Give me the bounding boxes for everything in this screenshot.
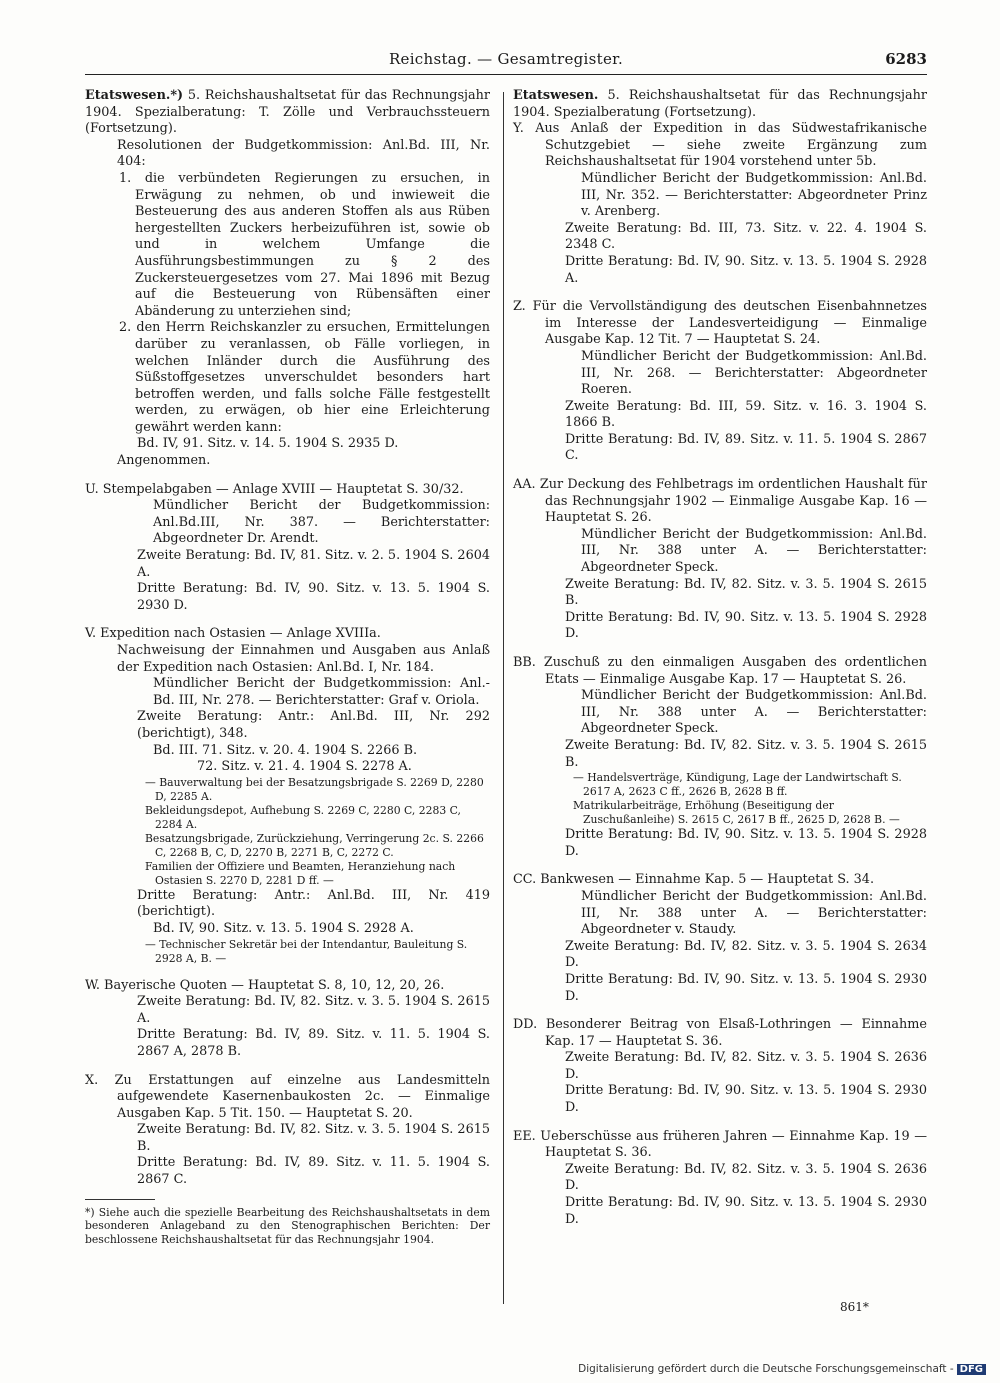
right-column	[513, 88, 927, 1228]
entry-cc	[513, 872, 927, 1005]
section-intro	[513, 88, 927, 121]
signature-mark: 861*	[840, 1300, 869, 1314]
entry-x	[85, 1073, 490, 1189]
entry-report: Mündlicher Bericht der Budgetkommission: Anl.Bd. III, Nr. 388 unter A. — Berichterstatter: Abgeordneter Speck.	[581, 526, 927, 576]
digitization-credit	[578, 1363, 986, 1375]
entry-subject-note: Familien der Offiziere und Beamten, Heranziehung nach Ostasien S. 2270 D, 2281 D ff. —	[145, 859, 456, 887]
entry-report: Mündlicher Bericht der Budgetkommission: Anl.-Bd. III, Nr. 278. — Berichterstatter: Graf v. Oriola.	[153, 676, 490, 708]
entry-third-reading: Dritte Beratung: Antr.: Anl.Bd. III, Nr. 419 (berichtigt).	[137, 887, 490, 920]
entry-subject-note: — Handelsverträge, Kündigung, Lage der Landwirtschaft S. 2617 A, 2623 C ff., 2626 B, 2628 B ff.	[573, 771, 902, 799]
entry-third-reading: Dritte Beratung: Bd. IV, 90. Sitz. v. 13. 5. 1904 S. 2928 D.	[565, 609, 927, 642]
section-intro-text: 5. Reichshaushaltsetat für das Rechnungsjahr 1904. Spezialberatung: T. Zölle und Verbrauchssteuern (Fortsetzung).	[85, 88, 490, 137]
section-intro	[85, 88, 490, 138]
section-label: Etatswesen.*)	[85, 88, 184, 103]
entry-z	[513, 299, 927, 465]
entry-report: Mündlicher Bericht der Budgetkommission: Anl.Bd. III, Nr. 388 unter A. — Berichterstatter: Abgeordneter Speck.	[581, 688, 927, 737]
entry-subject-note: Matrikularbeiträge, Erhöhung (Beseitigung der Zuschußanleihe) S. 2615 C, 2617 B ff., 2625 D, 2628 B. —	[573, 799, 900, 827]
entry-y	[513, 121, 927, 287]
entry-report: Mündlicher Bericht der Budgetkommission: Anl.Bd. III, Nr. 268. — Berichterstatter: Abgeordneter Roeren.	[581, 348, 927, 398]
entry-third-reading: Dritte Beratung: Bd. IV, 90. Sitz. v. 13. 5. 1904 S. 2928 D.	[565, 827, 927, 859]
entry-heading: Y. Aus Anlaß der Expedition in das Südwestafrikanische Schutzgebiet — siehe zweite Ergänzung zum Reichshaushaltsetat für 1904 vorstehend unter 5b.	[513, 121, 927, 170]
entry-nachweisung: Nachweisung der Einnahmen und Ausgaben aus Anlaß der Expedition nach Ostasien: Anl.Bd. I, Nr. 184.	[117, 643, 490, 675]
running-header	[85, 48, 927, 75]
entry-heading: DD. Besonderer Beitrag von Elsaß-Lothringen — Einnahme Kap. 17 — Hauptetat S. 36.	[513, 1017, 927, 1049]
entry-report: Mündlicher Bericht der Budgetkommission: Anl.Bd.III, Nr. 387. — Berichterstatter: Abgeordneter Dr. Arendt.	[153, 498, 490, 547]
entry-u	[85, 482, 490, 615]
entry-v	[85, 626, 490, 965]
entry-sitting: Bd. IV, 90. Sitz. v. 13. 5. 1904 S. 2928 A.	[153, 920, 414, 936]
entry-ee	[513, 1129, 927, 1229]
entry-report: Mündlicher Bericht der Budgetkommission: Anl.Bd. III, Nr. 352. — Berichterstatter: Abgeordneter Prinz v. Arenberg.	[581, 170, 927, 220]
entry-subject-note: — Bauverwaltung bei der Besatzungsbrigade S. 2269 D, 2280 D, 2285 A.	[145, 775, 484, 803]
entry-third-reading: Dritte Beratung: Bd. IV, 90. Sitz. v. 13. 5. 1904 S. 2928 A.	[565, 253, 927, 286]
page-number: 6283	[885, 50, 927, 68]
entry-aa	[513, 477, 927, 643]
dfg-logo: DFG	[957, 1364, 986, 1375]
entry-second-reading: Zweite Beratung: Bd. III, 59. Sitz. v. 16. 3. 1904 S. 1866 B.	[565, 398, 927, 431]
entry-third-reading: Dritte Beratung: Bd. IV, 90. Sitz. v. 13. 5. 1904 S. 2930 D.	[565, 1083, 927, 1116]
footnote-rule	[85, 1199, 155, 1200]
entry-second-reading: Zweite Beratung: Bd. IV, 82. Sitz. v. 3. 5. 1904 S. 2615 B.	[137, 1122, 490, 1154]
entry-sitting: 72. Sitz. v. 21. 4. 1904 S. 2278 A.	[197, 759, 412, 775]
entry-w	[85, 978, 490, 1061]
entry-third-reading: Dritte Beratung: Bd. IV, 90. Sitz. v. 13. 5. 1904 S. 2930 D.	[565, 1195, 927, 1227]
entry-heading: EE. Ueberschüsse aus früheren Jahren — Einnahme Kap. 19 — Hauptetat S. 36.	[513, 1128, 927, 1161]
resolution-result: Angenommen.	[117, 453, 211, 469]
entry-second-reading: Zweite Beratung: Bd. IV, 82. Sitz. v. 3. 5. 1904 S. 2615 B.	[565, 737, 927, 770]
entry-heading: W. Bayerische Quoten — Hauptetat S. 8, 10, 12, 20, 26.	[85, 977, 445, 993]
resolution-reference: Bd. IV, 91. Sitz. v. 14. 5. 1904 S. 2935 D.	[137, 436, 399, 452]
entry-heading: CC. Bankwesen — Einnahme Kap. 5 — Hauptetat S. 34.	[513, 872, 875, 888]
entry-heading: Z. Für die Vervollständigung des deutschen Eisenbahnnetzes im Interesse der Landesverteidigung — Einmalige Ausgabe Kap. 12 Tit. 7 — Hauptetat S. 24.	[513, 299, 927, 348]
entry-second-reading: Zweite Beratung: Bd. IV, 82. Sitz. v. 3. 5. 1904 S. 2615 B.	[565, 576, 927, 609]
running-title: Reichstag. — Gesamtregister.	[388, 50, 624, 68]
resolution-item-2: 2. den Herrn Reichskanzler zu ersuchen, Ermittelungen darüber zu veranlassen, ob Fälle vorliegen, in welchen Inländer durch die Ausführung des Süßstoffgesetzes unverschuldet besonders hart betroffen werden, und falls solche Fälle festgestellt werden, zu erwägen, ob hier eine Erleichterung gewährt werden kann:	[119, 320, 490, 435]
entry-heading: BB. Zuschuß zu den einmaligen Ausgaben des ordentlichen Etats — Einmalige Ausgabe Kap. 17 — Hauptetat S. 26.	[513, 655, 927, 687]
footnote: *) Siehe auch die spezielle Bearbeitung des Reichshaushaltsetats in dem besonderen Anlageband zu den Stenographischen Berichten: Der beschlossene Reichshaushaltsetat für das Rechnungsjahr 1904.	[85, 1205, 490, 1246]
entry-subject-note: — Technischer Sekretär bei der Intendantur, Bauleitung S. 2928 A, B. —	[145, 937, 468, 965]
section-intro-text: 5. Reichshaushaltsetat für das Rechnungsjahr 1904. Spezialberatung (Fortsetzung).	[513, 88, 927, 120]
entry-heading: V. Expedition nach Ostasien — Anlage XVIIIa.	[85, 626, 381, 642]
resolution-item-1: 1. die verbündeten Regierungen zu ersuchen, in Erwägung zu nehmen, ob und inwieweit die Besteuerung des aus anderen Stoffen als aus Rüben hergestellten Zuckers herbeizuführen ist, sowie ob und in welchem Umfange die Ausführungsbestimmungen zu § 2 des Zuckersteuergesetzes vom 27. Mai 1896 mit Bezug auf die Besteuerung von Rübensäften einer Abänderung zu unterziehen sind;	[119, 170, 490, 319]
column-divider	[503, 92, 504, 1304]
entry-second-reading: Zweite Beratung: Bd. IV, 82. Sitz. v. 3. 5. 1904 S. 2636 D.	[565, 1050, 927, 1082]
entry-third-reading: Dritte Beratung: Bd. IV, 89. Sitz. v. 11. 5. 1904 S. 2867 C.	[565, 431, 927, 464]
entry-heading: AA. Zur Deckung des Fehlbetrags im ordentlichen Haushalt für das Rechnungsjahr 1902 — Einmalige Ausgabe Kap. 16 — Hauptetat S. 26.	[513, 477, 927, 526]
entry-subject-note: Bekleidungsdepot, Aufhebung S. 2269 C, 2280 C, 2283 C, 2284 A.	[145, 803, 461, 831]
entry-third-reading: Dritte Beratung: Bd. IV, 89. Sitz. v. 11. 5. 1904 S. 2867 A, 2878 B.	[137, 1027, 490, 1059]
section-label: Etatswesen.	[513, 88, 599, 103]
entry-heading: X. Zu Erstattungen auf einzelne aus Landesmitteln aufgewendete Kasernenbaukosten 2c. — Einmalige Ausgaben Kap. 5 Tit. 150. — Hauptetat S. 20.	[85, 1072, 490, 1121]
entry-sitting: Bd. III. 71. Sitz. v. 20. 4. 1904 S. 2266 B.	[153, 742, 418, 758]
resolution-heading: Resolutionen der Budgetkommission: Anl.Bd. III, Nr. 404:	[117, 137, 490, 170]
entry-second-reading: Zweite Beratung: Bd. IV, 81. Sitz. v. 2. 5. 1904 S. 2604 A.	[137, 548, 490, 580]
entry-dd	[513, 1017, 927, 1117]
entry-second-reading: Zweite Beratung: Antr.: Anl.Bd. III, Nr. 292 (berichtigt), 348.	[137, 709, 490, 741]
entry-third-reading: Dritte Beratung: Bd. IV, 90. Sitz. v. 13. 5. 1904 S. 2930 D.	[137, 581, 490, 613]
entry-second-reading: Zweite Beratung: Bd. IV, 82. Sitz. v. 3. 5. 1904 S. 2636 D.	[565, 1161, 927, 1194]
entry-third-reading: Dritte Beratung: Bd. IV, 90. Sitz. v. 13. 5. 1904 S. 2930 D.	[565, 971, 927, 1004]
entry-heading: U. Stempelabgaben — Anlage XVIII — Hauptetat S. 30/32.	[85, 481, 464, 497]
left-column	[85, 88, 490, 1246]
entry-second-reading: Zweite Beratung: Bd. IV, 82. Sitz. v. 3. 5. 1904 S. 2615 A.	[137, 994, 490, 1026]
entry-second-reading: Zweite Beratung: Bd. IV, 82. Sitz. v. 3. 5. 1904 S. 2634 D.	[565, 938, 927, 971]
entry-bb	[513, 655, 927, 860]
entry-second-reading: Zweite Beratung: Bd. III, 73. Sitz. v. 22. 4. 1904 S. 2348 C.	[565, 220, 927, 253]
entry-third-reading: Dritte Beratung: Bd. IV, 89. Sitz. v. 11. 5. 1904 S. 2867 C.	[137, 1155, 490, 1188]
entry-subject-note: Besatzungsbrigade, Zurückziehung, Verringerung 2c. S. 2266 C, 2268 B, C, D, 2270 B, 2271 B, C, 2272 C.	[145, 831, 484, 859]
credit-text: Digitalisierung gefördert durch die Deutsche Forschungsgemeinschaft -	[578, 1363, 954, 1375]
entry-report: Mündlicher Bericht der Budgetkommission: Anl.Bd. III, Nr. 388 unter A. — Berichterstatter: Abgeordneter v. Staudy.	[581, 888, 927, 938]
